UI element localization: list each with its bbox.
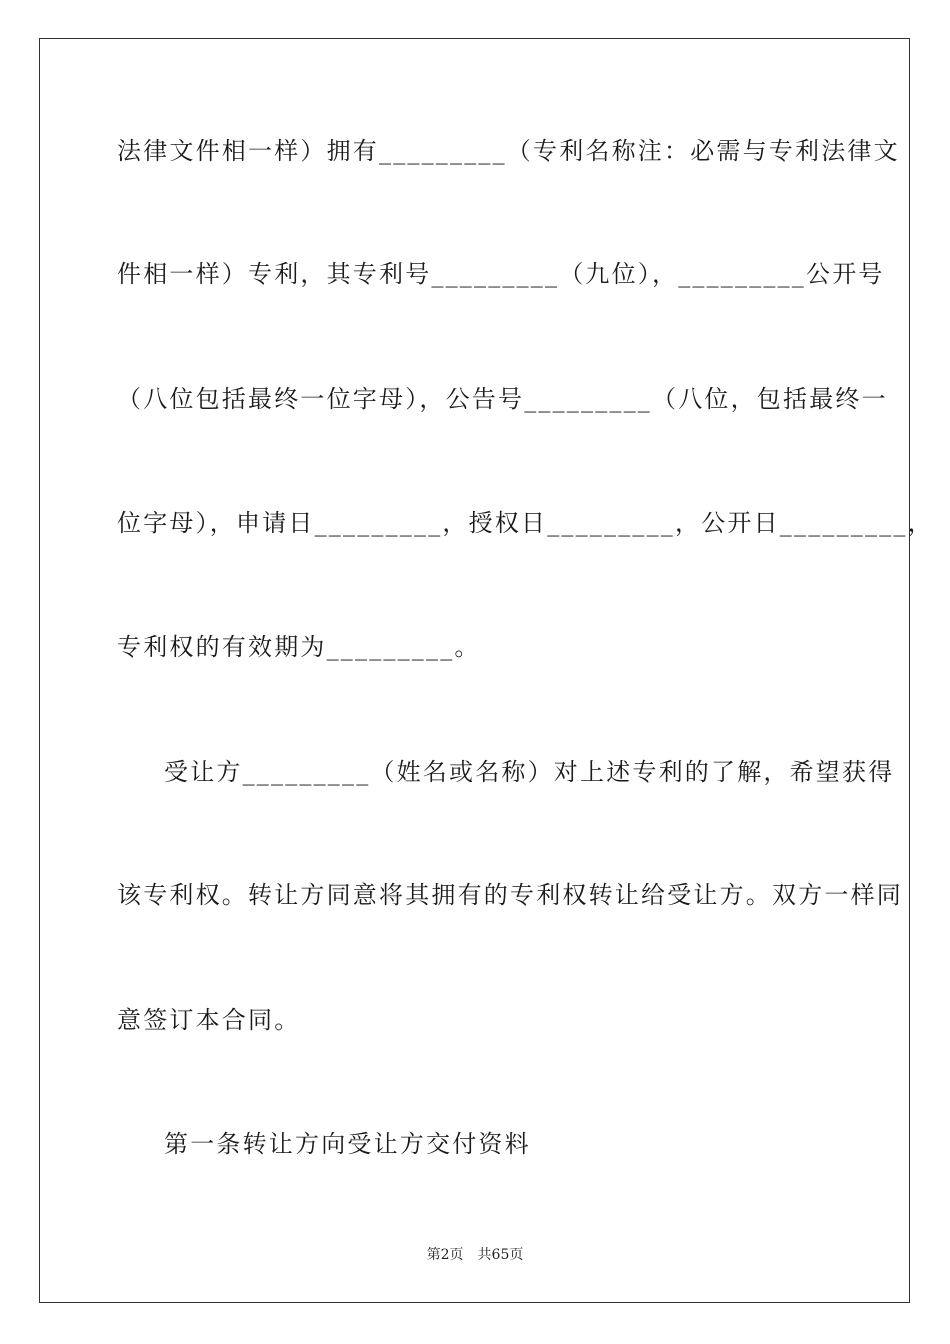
page-number: 第2页 [426, 1247, 464, 1263]
page-footer [0, 1246, 950, 1264]
section-heading: 第一条转让方向受让方交付资料 [164, 1130, 531, 1158]
paragraph-line: 法律文件相一样）拥有_________（专利名称注：必需与专利法律文 [117, 137, 900, 165]
page-border [39, 38, 934, 1303]
paragraph-line: 专利权的有效期为_________。 [117, 633, 481, 661]
paragraph-line: 该专利权。转让方同意将其拥有的专利权转让给受让方。双方一样同 [117, 881, 903, 909]
paragraph-line: 意签订本合同。 [117, 1006, 301, 1034]
paragraph-line: 件相一样）专利，其专利号_________（九位），_________公开号 [117, 260, 885, 288]
paragraph-line: （八位包括最终一位字母），公告号_________（八位，包括最终一 [117, 385, 888, 413]
page-total: 共65页 [477, 1247, 524, 1263]
paragraph-line: 受让方_________（姓名或名称）对上述专利的了解，希望获得 [164, 758, 895, 786]
paragraph-line: 位字母），申请日_________，授权日_________，公开日_________， [117, 509, 934, 537]
